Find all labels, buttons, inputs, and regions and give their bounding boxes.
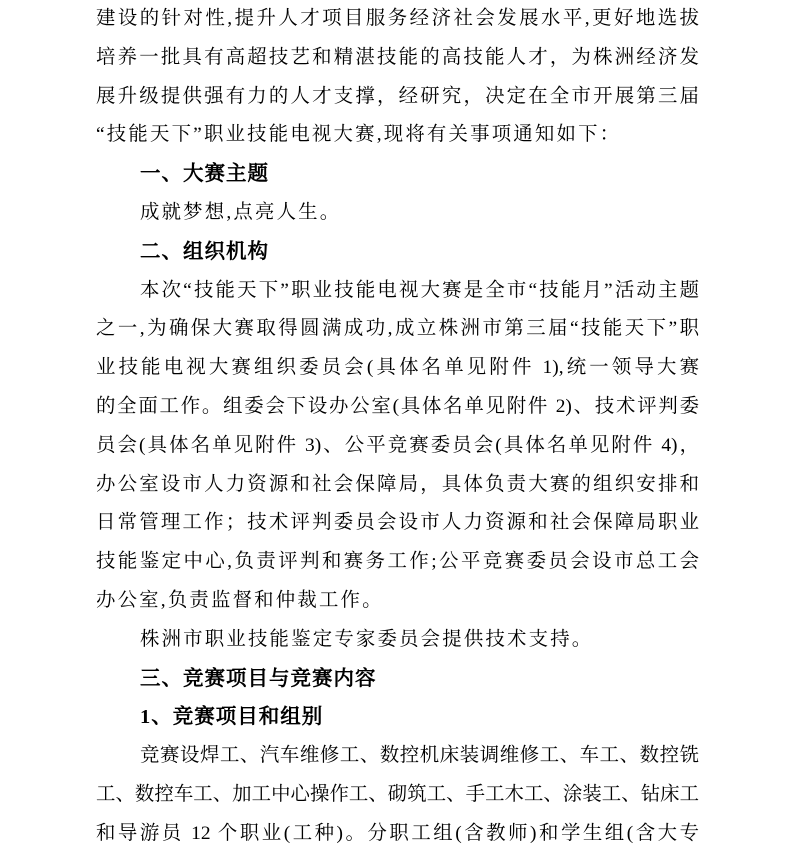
- body-line: 之一,为确保大赛取得圆满成功,成立株洲市第三届“技能天下”职: [96, 318, 699, 340]
- heading-competition-items: 三、竞赛项目与竞赛内容: [140, 666, 377, 690]
- document-text-block: [96, 0, 699, 854]
- subheading-items-groups: 1、竞赛项目和组别: [140, 706, 324, 729]
- body-line: 和导游员 12 个职业(工种)。分职工组(含教师)和学生组(含大专: [96, 822, 699, 844]
- body-line: 技能鉴定中心,负责评判和赛务工作;公平竞赛委员会设市总工会: [96, 551, 699, 573]
- heading-contest-theme: 一、大赛主题: [140, 162, 269, 186]
- body-line: “技能天下”职业技能电视大赛,现将有关事项通知如下：: [96, 124, 622, 146]
- body-line: 办公室,负责监督和仲裁工作。: [96, 589, 384, 611]
- body-line: 办公室设市人力资源和社会保障局，具体负责大赛的组织安排和: [96, 473, 699, 495]
- body-line: 培养一批具有高超技艺和精湛技能的高技能人才，为株洲经济发: [96, 46, 699, 68]
- body-line: 竞赛设焊工、汽车维修工、数控机床装调维修工、车工、数控铣: [140, 745, 699, 767]
- body-line: 本次“技能天下”职业技能电视大赛是全市“技能月”活动主题: [140, 279, 699, 301]
- body-line: 业技能电视大赛组织委员会(具体名单见附件 1),统一领导大赛: [96, 357, 699, 379]
- heading-organization: 二、组织机构: [140, 239, 269, 263]
- body-line: 建设的针对性,提升人才项目服务经济社会发展水平,更好地选拔: [96, 8, 699, 29]
- body-line: 株洲市职业技能鉴定专家委员会提供技术支持。: [140, 628, 594, 650]
- body-line: 员会(具体名单见附件 3)、公平竞赛委员会(具体名单见附件 4)，: [96, 434, 699, 456]
- body-line: 工、数控车工、加工中心操作工、砌筑工、手工木工、涂装工、钻床工: [96, 783, 699, 805]
- body-line: 展升级提供强有力的人才支撑，经研究，决定在全市开展第三届: [96, 85, 699, 107]
- body-line: 日常管理工作；技术评判委员会设市人力资源和社会保障局职业: [96, 512, 699, 534]
- body-line: 成就梦想,点亮人生。: [140, 201, 342, 223]
- body-line: 的全面工作。组委会下设办公室(具体名单见附件 2)、技术评判委: [96, 395, 699, 417]
